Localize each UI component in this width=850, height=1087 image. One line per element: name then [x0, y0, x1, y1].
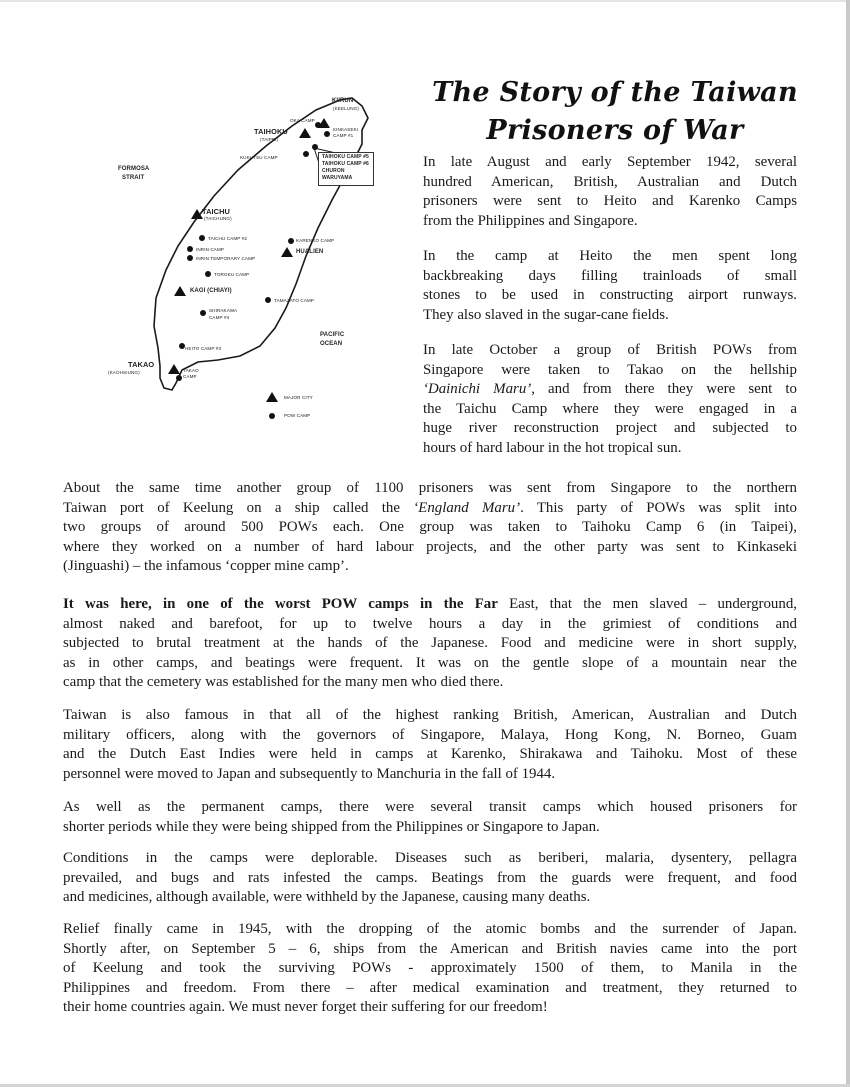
paragraph-3	[423, 341, 797, 459]
label-inrin-temp: INRIN TEMPORARY CAMP	[196, 256, 256, 261]
paragraph-line: their home countries again. We must never forget their suffering for our freedom!	[63, 999, 548, 1016]
paragraph-8	[63, 849, 797, 908]
paragraph-line: As well as the permanent camps, there were several transit camps which housed prisoners for	[63, 799, 797, 815]
paragraph-7	[63, 798, 797, 837]
paragraph-line: hours of hard labour in the hot tropical sun.	[423, 439, 682, 456]
camp-inrin-temp-marker	[187, 255, 193, 261]
label-oka-camp: OKA CAMP	[290, 118, 315, 123]
label-kiirun-sub: (KEELUNG)	[333, 106, 359, 111]
paragraph-line	[423, 380, 797, 400]
paragraph-line: where they worked on a number of hard labour projects, and the other party was sent to Kinkaseki	[63, 538, 797, 555]
paragraph-line: subjected to brutal treatment at the hands of the Japanese. Food and medicine were in short supply,	[63, 635, 797, 652]
label-kukutsu-camp: KUKUTSU CAMP	[240, 155, 278, 160]
label-taihoku-sub: (TAIPEI)	[260, 137, 279, 142]
label-taihoku-camp5: TAIHOKU CAMP #5	[322, 154, 369, 160]
camp-takao-marker	[176, 375, 182, 381]
label-takao-camp: TAKAO	[183, 368, 199, 373]
paragraph-line: Conditions in the camps were deplorable. Diseases such as beriberi, malaria, dysentery, pellagra	[63, 850, 797, 866]
camp-taihoku5-marker	[312, 144, 318, 150]
paragraph-text: East, that the men slaved – underground,	[497, 596, 797, 612]
label-taihoku-camp6: TAIHOKU CAMP #6	[322, 161, 369, 167]
camp-tamazato-marker	[265, 297, 271, 303]
label-taichu-camp2: TAICHU CAMP #2	[208, 236, 248, 241]
paragraph-line: two groups of around 500 POWs each. One group was taken to Taihoku Camp 6 (in Taipei),	[63, 519, 797, 536]
paragraph-line: hundred American, British, Australian and Dutch	[423, 173, 797, 190]
legend-pow-camp: POW CAMP	[284, 413, 311, 418]
paragraph-line: military officers, along with the governors of Singapore, Malaya, Hong Kong, N. Borneo, Guam	[63, 726, 797, 743]
paragraph-line: camp that the cemetery was established for the many men who died there.	[63, 674, 504, 691]
paragraph-line: and medicines, although available, were withheld by the Japanese, causing many deaths.	[63, 889, 591, 906]
camp-taichu2-marker	[199, 235, 205, 241]
document-title	[415, 74, 815, 150]
label-kiirun: KIIRUN	[332, 98, 354, 104]
label-shirakawa-sub: CAMP #4	[209, 315, 230, 320]
paragraph-line: shorter periods while they were being shipped from the Philippines or Singapore to Japan.	[63, 818, 600, 835]
title-line-1: The Story of the Taiwan	[432, 77, 798, 108]
paragraph-2	[423, 247, 797, 325]
paragraph-line: almost naked and barefoot, for up to twelve hours a day in the grimiest of conditions and	[63, 615, 797, 632]
label-taichu-sub: (TAICHUNG)	[204, 216, 232, 221]
scan-edge-right	[846, 0, 850, 1087]
paragraph-line: stones to be used in constructing airport runways.	[423, 287, 797, 304]
paragraph-line: In late October a group of British POWs from	[423, 342, 797, 358]
label-tamazato-camp: TAMAZATO CAMP	[274, 298, 315, 303]
label-strait: STRAIT	[122, 175, 145, 181]
paragraph-line: Relief finally came in 1945, with the dropping of the atomic bombs and the surrender of Japan.	[63, 921, 797, 937]
city-taihoku-marker	[299, 128, 311, 138]
camp-shirakawa-marker	[200, 310, 206, 316]
camp-karenko-marker	[288, 238, 294, 244]
title-line-2: Prisoners of War	[486, 115, 744, 146]
paragraph-6	[63, 706, 797, 784]
label-pacific: PACIFIC	[320, 332, 345, 338]
paragraph-line: Shortly after, on September 5 – 6, ships from the American and British navies came into the port	[63, 940, 797, 957]
paragraph-line	[63, 595, 797, 615]
label-karenko-camp: KARENKO CAMP	[296, 238, 335, 243]
paragraph-line: personnel were moved to Japan and subsequently to Manchuria in the fall of 1944.	[63, 765, 556, 782]
city-takao-marker	[168, 364, 180, 374]
paragraph-line: as in other camps, and beatings were frequent. It was on the gentle slope of a mountain near the	[63, 654, 797, 671]
camp-kukutsu-marker	[303, 151, 309, 157]
camp-inrin-marker	[187, 246, 193, 252]
ship-name-dainichi-maru: ‘Dainichi Maru’	[423, 381, 532, 398]
legend-major-city: MAJOR CITY	[284, 395, 313, 400]
label-taichu: TAICHU	[202, 207, 230, 216]
paragraph-line: About the same time another group of 1100 prisoners was sent from Singapore to the northern	[63, 480, 797, 496]
paragraph-line: In late August and early September 1942, several	[423, 154, 797, 170]
paragraph-line: of Keelung and took the surviving POWs - approximately 1500 of them, to Manila in the	[63, 960, 797, 977]
paragraph-line: from the Philippines and Singapore.	[423, 212, 638, 229]
camp-kinkaseki-marker	[324, 131, 330, 137]
label-toroku-camp: TOROKU CAMP	[214, 272, 250, 277]
paragraph-line: (Jinguashi) – the infamous ‘copper mine camp’.	[63, 558, 349, 575]
paragraph-text: , and from there they were sent to	[531, 381, 797, 398]
paragraph-1	[423, 153, 797, 231]
paragraph-line: Philippines and freedom. From there – after medical examination and treatment, they returned to	[63, 979, 797, 996]
paragraph-4	[63, 479, 797, 577]
label-taihoku: TAIHOKU	[254, 127, 288, 136]
camp-oka-marker	[315, 122, 321, 128]
paragraph-line: They also slaved in the sugar-cane fields.	[423, 306, 669, 323]
paragraph-line: and the Dutch East Indies were held in camps at Karenko, Shirakawa and Taihoku. Most of these	[63, 746, 797, 763]
northern-camps-box	[318, 152, 374, 186]
legend-city-marker	[266, 392, 278, 402]
paragraph-text: . This party of POWs was split into	[520, 499, 797, 516]
ship-name-england-maru: ‘England Maru’	[413, 499, 521, 516]
scan-edge-top	[0, 0, 850, 2]
map-drawing	[100, 88, 405, 448]
label-formosa: FORMOSA	[118, 166, 150, 172]
label-churon: CHURON	[322, 168, 345, 174]
taiwan-pow-camps-map	[100, 88, 405, 448]
label-kinkaseki: KINKASEKI	[333, 127, 359, 132]
paragraph-line: Taiwan is also famous in that all of the highest ranking British, American, Australian and Dutch	[63, 707, 797, 723]
city-hualien-marker	[281, 247, 293, 257]
paragraph-line: the Taichu Camp where they were engaged in a	[423, 400, 797, 417]
label-ocean: OCEAN	[320, 341, 343, 347]
paragraph-9	[63, 920, 797, 1018]
label-takao: TAKAO	[128, 360, 155, 369]
label-takao-camp-sub: CAMP	[183, 374, 197, 379]
label-hualien: HUALIEN	[296, 249, 324, 255]
legend-camp-marker	[269, 413, 275, 419]
paragraph-line: In the camp at Heito the men spent long	[423, 248, 797, 264]
paragraph-text: Taiwan port of Keelung on a ship called the	[63, 499, 414, 516]
paragraph-line: prevailed, and bugs and rats infested the camps. Beatings from the guards were frequent, and food	[63, 869, 797, 886]
camp-toroku-marker	[205, 271, 211, 277]
label-shirakawa: SHIRAKAWA	[209, 308, 238, 313]
label-takao-sub: (KAOHSIUNG)	[108, 370, 140, 375]
paragraph-line: huge river reconstruction project and subjected to	[423, 420, 797, 437]
paragraph-line: backbreaking days filling trainloads of small	[423, 267, 797, 284]
paragraph-line: Singapore were taken to Takao on the hellship	[423, 361, 797, 378]
label-kinkaseki-sub: CAMP #1	[333, 133, 354, 138]
paragraph-bold-lead: It was here, in one of the worst POW camps in the Far	[63, 596, 498, 612]
city-kagi-marker	[174, 286, 186, 296]
label-churon-sub: WARUYAMA	[322, 175, 353, 181]
paragraph-line	[63, 499, 797, 519]
label-kagi: KAGI (CHIAYI)	[190, 288, 232, 294]
paragraph-5	[63, 595, 797, 693]
paragraph-line: prisoners were sent to Heito and Karenko Camps	[423, 193, 797, 210]
label-heito-camp: HEITO CAMP #3	[185, 346, 222, 351]
label-inrin-camp: INRIN CAMP	[196, 247, 225, 252]
